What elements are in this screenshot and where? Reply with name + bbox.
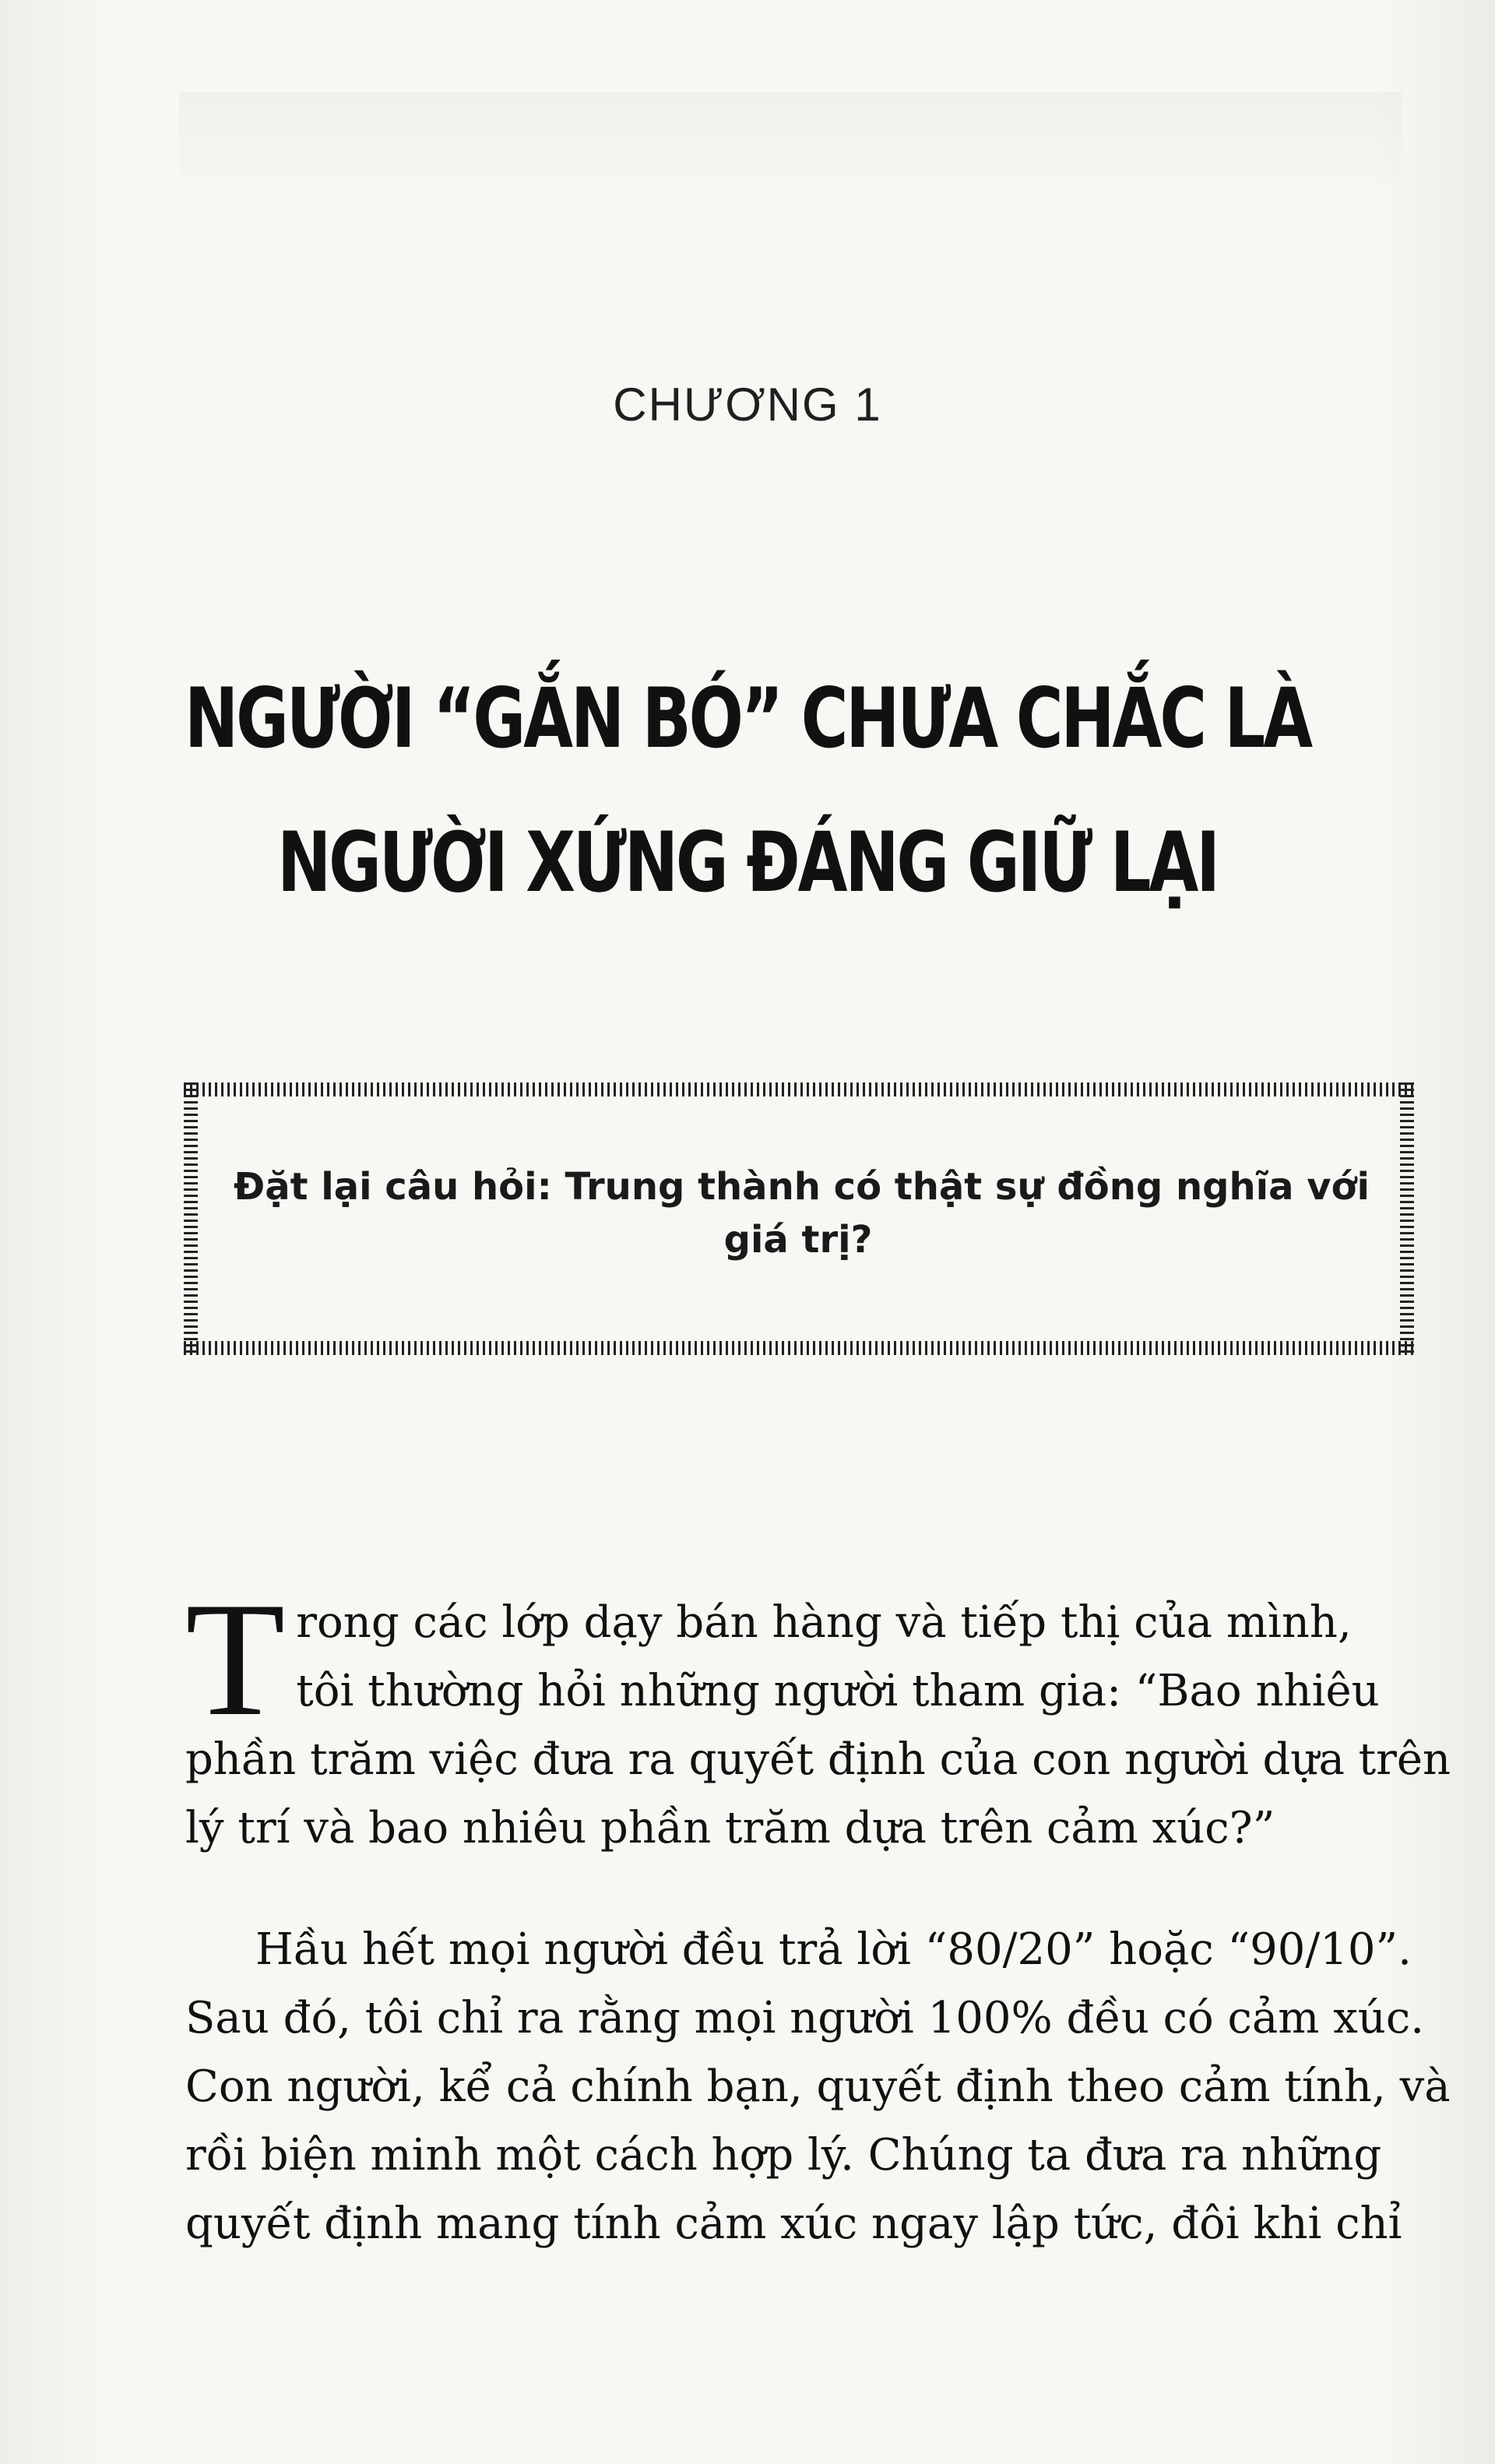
callout-border-left bbox=[184, 1082, 198, 1355]
paragraph-line: lý trí và bao nhiêu phần trăm dựa trên cảm xúc?” bbox=[185, 1803, 1275, 1853]
bleed-through-strip bbox=[179, 92, 1402, 185]
paragraph-line: rồi biện minh một cách hợp lý. Chúng ta đưa ra những bbox=[185, 2130, 1382, 2181]
paragraph-1 bbox=[185, 1569, 1451, 1863]
drop-cap: T bbox=[185, 1569, 286, 1750]
paragraph-line: phần trăm việc đưa ra quyết định của con người dựa trên bbox=[185, 1734, 1451, 1785]
paragraph-line: rong các lớp dạy bán hàng và tiếp thị của mình, bbox=[296, 1597, 1352, 1648]
callout-line: giá trị? bbox=[723, 1218, 873, 1262]
paragraph-line: Sau đó, tôi chỉ ra rằng mọi người 100% đều có cảm xúc. bbox=[185, 1993, 1425, 2043]
callout-text bbox=[234, 1160, 1370, 1266]
paragraph-2 bbox=[185, 1916, 1451, 2258]
callout-border-top bbox=[184, 1082, 1414, 1096]
callout-border-bottom bbox=[184, 1341, 1414, 1355]
chapter-title-line: NGƯỜI XỨNG ĐÁNG GIỮ LẠI bbox=[277, 815, 1218, 910]
paragraph-line: tôi thường hỏi những người tham gia: “Bao nhiêu bbox=[296, 1666, 1380, 1716]
chapter-label: CHƯƠNG 1 bbox=[613, 378, 882, 431]
paragraph-line: quyết định mang tính cảm xúc ngay lập tức, đôi khi chỉ bbox=[185, 2198, 1402, 2249]
chapter-title-line: NGƯỜI “GẮN BÓ” CHƯA CHẮC LÀ bbox=[185, 671, 1310, 766]
chapter-title bbox=[164, 646, 1331, 935]
callout-border-right bbox=[1400, 1082, 1414, 1355]
paragraph-line: Hầu hết mọi người đều trả lời “80/20” hoặc “90/10”. bbox=[255, 1924, 1412, 1975]
callout-line: Đặt lại câu hỏi: Trung thành có thật sự đồng nghĩa với bbox=[234, 1165, 1370, 1209]
paragraph-line: Con người, kể cả chính bạn, quyết định theo cảm tính, và bbox=[185, 2061, 1451, 2112]
